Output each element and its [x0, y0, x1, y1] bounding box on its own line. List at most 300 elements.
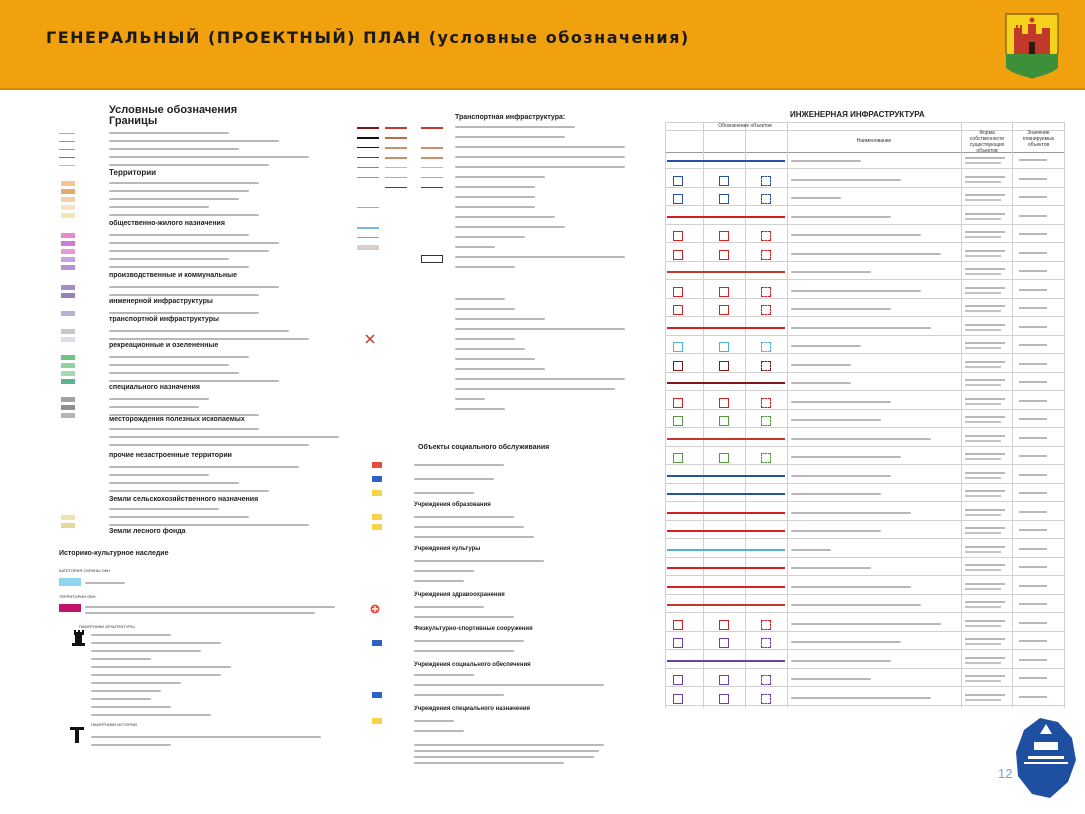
- row-ownership-placeholder: [965, 324, 1005, 326]
- row-ownership-placeholder: [965, 162, 1001, 164]
- row-significance-placeholder: [1019, 215, 1047, 217]
- legend-row: [355, 144, 635, 151]
- row-significance-placeholder: [1019, 178, 1047, 180]
- legend-line-placeholder: [414, 560, 544, 562]
- legend-row: [355, 336, 635, 343]
- table-row-divider: [665, 335, 1065, 336]
- network-line-symbol: [667, 586, 785, 588]
- network-line-symbol: [667, 530, 785, 532]
- row-name-placeholder: [791, 623, 941, 625]
- facility-symbol: [761, 416, 771, 426]
- section-agri: Земли сельскохозяйственного назначения: [109, 496, 259, 503]
- row-name-placeholder: [791, 512, 911, 514]
- row-ownership-placeholder: [965, 255, 1001, 257]
- row-name-placeholder: [791, 438, 931, 440]
- row-name-placeholder: [791, 678, 871, 680]
- table-row-divider: [665, 483, 1065, 484]
- row-name-placeholder: [791, 234, 921, 236]
- table-row-divider: [665, 279, 1065, 280]
- table-row: [665, 598, 1065, 612]
- table-row-divider: [665, 464, 1065, 465]
- facility-symbol: [761, 194, 771, 204]
- row-significance-placeholder: [1019, 511, 1047, 513]
- row-name-placeholder: [791, 604, 921, 606]
- legend-line-placeholder: [414, 526, 524, 528]
- table-row: [665, 506, 1065, 520]
- row-ownership-placeholder: [965, 532, 1001, 534]
- row-ownership-placeholder: [965, 403, 1001, 405]
- facility-symbol: [761, 638, 771, 648]
- legend-line-placeholder: [85, 582, 125, 584]
- row-ownership-placeholder: [965, 310, 1001, 312]
- row-name-placeholder: [791, 364, 851, 366]
- row-ownership-placeholder: [965, 551, 1001, 553]
- social-culture: Учреждения культуры: [414, 546, 481, 552]
- legend-row: [355, 406, 635, 413]
- legend-line-placeholder: [414, 616, 514, 618]
- legend-line-placeholder: [414, 580, 464, 582]
- table-row: [665, 617, 1065, 631]
- legend-line-placeholder: [91, 674, 221, 676]
- legend-line-placeholder: [414, 478, 494, 480]
- facility-symbol: [761, 620, 771, 630]
- legend-row: [55, 204, 355, 211]
- network-line-symbol: [667, 493, 785, 495]
- row-ownership-placeholder: [965, 292, 1001, 294]
- legend-line-placeholder: [414, 720, 454, 722]
- row-significance-placeholder: [1019, 566, 1047, 568]
- section-forest: Земли лесного фонда: [109, 528, 186, 535]
- legend-line-placeholder: [91, 706, 171, 708]
- legend-row: [355, 376, 635, 383]
- table-row-divider: [665, 668, 1065, 669]
- facility-symbol: [673, 305, 683, 315]
- table-row-divider: [665, 427, 1065, 428]
- row-significance-placeholder: [1019, 233, 1047, 235]
- engineering-table: [665, 108, 1065, 708]
- section-special: специального назначения: [109, 384, 201, 391]
- network-line-symbol: [667, 327, 785, 329]
- legend-line-placeholder: [414, 684, 604, 686]
- row-ownership-placeholder: [965, 273, 1001, 275]
- legend-row: [55, 396, 355, 403]
- row-ownership-placeholder: [965, 218, 1001, 220]
- row-ownership-placeholder: [965, 287, 1005, 289]
- row-ownership-placeholder: [965, 181, 1001, 183]
- table-row-divider: [665, 446, 1065, 447]
- row-ownership-placeholder: [965, 625, 1001, 627]
- table-row-divider: [665, 372, 1065, 373]
- legend-row: [355, 214, 635, 221]
- legend-row: [355, 396, 635, 403]
- facility-symbol: [719, 287, 729, 297]
- row-ownership-placeholder: [965, 569, 1001, 571]
- legend-swatch: [372, 514, 382, 520]
- legend-row: [55, 480, 355, 487]
- facility-symbol: [719, 231, 729, 241]
- row-significance-placeholder: [1019, 159, 1047, 161]
- section-recreation: рекреационные и озелененные: [109, 342, 219, 349]
- table-row: [665, 543, 1065, 557]
- legend-row: [355, 194, 635, 201]
- row-ownership-placeholder: [965, 583, 1005, 585]
- table-row: [665, 524, 1065, 538]
- table-row: [665, 487, 1065, 501]
- row-name-placeholder: [791, 253, 941, 255]
- legend-line-placeholder: [414, 756, 594, 758]
- legend-line-placeholder: [414, 730, 464, 732]
- facility-symbol: [673, 342, 683, 352]
- row-name-placeholder: [791, 308, 891, 310]
- row-significance-placeholder: [1019, 492, 1047, 494]
- row-name-placeholder: [791, 530, 881, 532]
- row-significance-placeholder: [1019, 455, 1047, 457]
- row-ownership-placeholder: [965, 514, 1001, 516]
- facility-symbol: [761, 675, 771, 685]
- heritage-category-label: КАТЕГОРИЯ ОХРАНЫ ОКН: [59, 568, 110, 573]
- row-name-placeholder: [791, 216, 891, 218]
- facility-symbol: [719, 638, 729, 648]
- legend-row: [355, 174, 635, 181]
- table-row: [665, 469, 1065, 483]
- row-significance-placeholder: [1019, 659, 1047, 661]
- legend-line-placeholder: [414, 464, 504, 466]
- row-ownership-placeholder: [965, 305, 1005, 307]
- row-ownership-placeholder: [965, 231, 1005, 233]
- row-name-placeholder: [791, 586, 911, 588]
- legend-row: [355, 164, 635, 171]
- legend-row: [55, 426, 355, 433]
- row-ownership-placeholder: [965, 694, 1005, 696]
- legend-line-placeholder: [414, 536, 534, 538]
- row-ownership-placeholder: [965, 458, 1001, 460]
- row-significance-placeholder: [1019, 196, 1047, 198]
- facility-symbol: [719, 250, 729, 260]
- facility-symbol: [719, 620, 729, 630]
- legend-swatch: [372, 524, 382, 530]
- row-significance-placeholder: [1019, 400, 1047, 402]
- legend-line-placeholder: [91, 736, 321, 738]
- social-welfare: Учреждения социального обеспечения: [414, 662, 531, 668]
- table-row-divider: [665, 686, 1065, 687]
- facility-symbol: [673, 416, 683, 426]
- row-ownership-placeholder: [965, 194, 1005, 196]
- page-title: ГЕНЕРАЛЬНЫЙ (ПРОЕКТНЫЙ) ПЛАН (условные обозначения): [46, 28, 690, 47]
- legend-row: [355, 346, 635, 353]
- engineering-title: ИНЖЕНЕРНАЯ ИНФРАСТРУКТУРА: [790, 110, 925, 119]
- facility-symbol: [673, 398, 683, 408]
- section-minerals: месторождения полезных ископаемых: [109, 416, 245, 423]
- row-name-placeholder: [791, 345, 861, 347]
- network-line-symbol: [667, 271, 785, 273]
- table-row: [665, 210, 1065, 224]
- legend-row: [55, 180, 355, 187]
- social-title: Объекты социального обслуживания: [418, 444, 550, 451]
- table-row-divider: [665, 575, 1065, 576]
- legend-row: [355, 134, 635, 141]
- row-name-placeholder: [791, 493, 881, 495]
- table-row-divider: [665, 538, 1065, 539]
- section-public: общественно-жилого назначения: [109, 220, 225, 227]
- table-row-divider: [665, 557, 1065, 558]
- row-ownership-placeholder: [965, 643, 1001, 645]
- table-row-divider: [665, 594, 1065, 595]
- heritage-history-label: ПАМЯТНИКИ ИСТОРИИ: [91, 722, 137, 727]
- facility-symbol: [673, 675, 683, 685]
- table-row: [665, 228, 1065, 242]
- network-line-symbol: [667, 604, 785, 606]
- row-significance-placeholder: [1019, 603, 1047, 605]
- row-ownership-placeholder: [965, 347, 1001, 349]
- row-name-placeholder: [791, 179, 901, 181]
- legend-row: [55, 354, 355, 361]
- legend-row: [355, 254, 635, 261]
- legend-line-placeholder: [414, 650, 514, 652]
- t-monument-icon: [69, 726, 85, 744]
- legend-line-placeholder: [414, 516, 514, 518]
- legend-row: [55, 514, 355, 521]
- legend-row: [355, 264, 635, 271]
- legend-swatch-crimson: [59, 604, 81, 612]
- table-row-divider: [665, 353, 1065, 354]
- network-line-symbol: [667, 549, 785, 551]
- table-row: [665, 413, 1065, 427]
- row-ownership-placeholder: [965, 379, 1005, 381]
- col-name-header: Наименование: [856, 138, 892, 144]
- table-row: [665, 339, 1065, 353]
- network-line-symbol: [667, 438, 785, 440]
- section-other: прочие незастроенные территории: [109, 452, 232, 459]
- section-transport: транспортной инфраструктуры: [109, 316, 219, 323]
- row-significance-placeholder: [1019, 381, 1047, 383]
- legend-row: [55, 154, 355, 161]
- legend-line-placeholder: [91, 744, 171, 746]
- legend-row: [55, 138, 355, 145]
- row-ownership-placeholder: [965, 588, 1001, 590]
- legend-row: [355, 326, 635, 333]
- legend-line-placeholder: [414, 762, 564, 764]
- table-row: [665, 691, 1065, 705]
- row-name-placeholder: [791, 160, 861, 162]
- legend-row: [355, 234, 635, 241]
- row-significance-placeholder: [1019, 622, 1047, 624]
- network-line-symbol: [667, 475, 785, 477]
- table-row-divider: [665, 520, 1065, 521]
- row-ownership-placeholder: [965, 366, 1001, 368]
- legend-row: [55, 404, 355, 411]
- col-ownership-header: Форма собственности существующих объектов: [969, 130, 1005, 154]
- legend-social: [358, 440, 620, 770]
- legend-line-placeholder: [91, 690, 161, 692]
- table-row-divider: [665, 205, 1065, 206]
- table-row-divider: [665, 261, 1065, 262]
- col-significance-header: Значение планируемых объектов: [1022, 130, 1055, 148]
- social-sport: Физкультурно-спортивные сооружения: [414, 626, 533, 632]
- table-row: [665, 672, 1065, 686]
- legend-row: [355, 244, 635, 251]
- row-ownership-placeholder: [965, 342, 1005, 344]
- row-ownership-placeholder: [965, 384, 1001, 386]
- table-row-divider: [665, 298, 1065, 299]
- row-significance-placeholder: [1019, 289, 1047, 291]
- social-health: Учреждения здравоохранения: [414, 592, 505, 598]
- row-significance-placeholder: [1019, 363, 1047, 365]
- row-name-placeholder: [791, 456, 901, 458]
- table-row: [665, 395, 1065, 409]
- legend-line-placeholder: [85, 606, 335, 608]
- row-ownership-placeholder: [965, 699, 1001, 701]
- table-row: [665, 265, 1065, 279]
- page-number: 12: [998, 766, 1013, 781]
- row-name-placeholder: [791, 327, 931, 329]
- facility-symbol: [761, 176, 771, 186]
- row-ownership-placeholder: [965, 435, 1005, 437]
- table-row: [665, 321, 1065, 335]
- network-line-symbol: [667, 216, 785, 218]
- legend-row: [55, 442, 355, 449]
- hospital-icon: [370, 604, 380, 614]
- row-ownership-placeholder: [965, 509, 1005, 511]
- facility-symbol: [719, 194, 729, 204]
- section-territories: Территории: [109, 168, 157, 177]
- row-ownership-placeholder: [965, 546, 1005, 548]
- facility-symbol: [673, 638, 683, 648]
- legend-row: [355, 316, 635, 323]
- row-name-placeholder: [791, 475, 891, 477]
- legend-row: [55, 196, 355, 203]
- table-row: [665, 154, 1065, 168]
- legend-swatch: [372, 476, 382, 482]
- row-ownership-placeholder: [965, 236, 1001, 238]
- legend-line-placeholder: [414, 744, 604, 746]
- row-significance-placeholder: [1019, 585, 1047, 587]
- network-line-symbol: [667, 160, 785, 162]
- legend-swatch: [372, 692, 382, 698]
- heritage-monuments-label: ПАМЯТНИКИ АРХИТЕКТУРЫ: [79, 624, 135, 629]
- table-row-divider: [665, 649, 1065, 650]
- facility-symbol: [673, 694, 683, 704]
- legend-row: [55, 248, 355, 255]
- row-ownership-placeholder: [965, 250, 1005, 252]
- row-name-placeholder: [791, 271, 871, 273]
- legend-row: [355, 356, 635, 363]
- legend-row: [55, 162, 355, 169]
- row-name-placeholder: [791, 290, 921, 292]
- legend-row: [55, 522, 355, 529]
- facility-symbol: [761, 694, 771, 704]
- legend-line-placeholder: [91, 658, 151, 660]
- table-row: [665, 302, 1065, 316]
- legend-row: [55, 506, 355, 513]
- legend-row: [55, 362, 355, 369]
- row-ownership-placeholder: [965, 416, 1005, 418]
- legend-swatch: [372, 490, 382, 496]
- legend-row: [55, 212, 355, 219]
- legend-line-placeholder: [414, 492, 474, 494]
- table-row-divider: [665, 631, 1065, 632]
- legend-row: [55, 130, 355, 137]
- legend-line-placeholder: [414, 640, 524, 642]
- social-special: Учреждения специального назначения: [414, 706, 531, 712]
- facility-symbol: [673, 287, 683, 297]
- legend-row: [55, 434, 355, 441]
- table-row-divider: [665, 501, 1065, 502]
- table-row-divider: [665, 242, 1065, 243]
- row-name-placeholder: [791, 197, 841, 199]
- table-row: [665, 635, 1065, 649]
- row-ownership-placeholder: [965, 662, 1001, 664]
- legend-line-placeholder: [85, 612, 315, 614]
- facility-symbol: [719, 694, 729, 704]
- social-education: Учреждения образования: [414, 502, 491, 508]
- table-row: [665, 358, 1065, 372]
- row-ownership-placeholder: [965, 421, 1001, 423]
- row-name-placeholder: [791, 660, 891, 662]
- table-row-divider: [665, 390, 1065, 391]
- facility-symbol: [719, 398, 729, 408]
- section-production: производственные и коммунальные: [109, 272, 237, 279]
- legend-title: Условные обозначения: [109, 104, 238, 116]
- table-row: [665, 173, 1065, 187]
- facility-symbol: [673, 194, 683, 204]
- facility-symbol: [761, 361, 771, 371]
- legend-line-placeholder: [414, 694, 504, 696]
- legend-row: [355, 154, 635, 161]
- facility-symbol: [761, 287, 771, 297]
- row-ownership-placeholder: [965, 398, 1005, 400]
- legend-line-placeholder: [91, 634, 171, 636]
- col-objects-header: Обозначение объектов: [718, 123, 772, 129]
- facility-symbol: [761, 231, 771, 241]
- legend-swatch: [372, 718, 382, 724]
- row-ownership-placeholder: [965, 176, 1005, 178]
- legend-row: [55, 232, 355, 239]
- legend-line-placeholder: [91, 642, 221, 644]
- facility-symbol: [761, 305, 771, 315]
- table-row: [665, 284, 1065, 298]
- row-name-placeholder: [791, 567, 871, 569]
- facility-symbol: [761, 398, 771, 408]
- table-row: [665, 561, 1065, 575]
- table-row: [665, 580, 1065, 594]
- section-engineering: инженерной инфраструктуры: [109, 298, 213, 305]
- row-ownership-placeholder: [965, 564, 1005, 566]
- legend-row: [355, 224, 635, 231]
- table-row-divider: [665, 705, 1065, 706]
- facility-symbol: [719, 176, 729, 186]
- network-line-symbol: [667, 382, 785, 384]
- facility-symbol: [719, 675, 729, 685]
- row-ownership-placeholder: [965, 157, 1005, 159]
- heritage-title: Историко-культурное наследие: [59, 550, 169, 557]
- legend-subtitle-boundaries: Границы: [109, 115, 158, 127]
- row-significance-placeholder: [1019, 270, 1047, 272]
- table-row: [665, 450, 1065, 464]
- chess-rook-icon: [71, 628, 87, 648]
- table-row-divider: [665, 168, 1065, 169]
- legend-row: [55, 378, 355, 385]
- transport-title: Транспортная инфраструктура:: [455, 114, 566, 121]
- facility-symbol: [673, 176, 683, 186]
- legend-row: [55, 370, 355, 377]
- table-row-divider: [665, 409, 1065, 410]
- row-ownership-placeholder: [965, 213, 1005, 215]
- facility-symbol: [719, 342, 729, 352]
- network-line-symbol: [667, 567, 785, 569]
- facility-symbol: [673, 231, 683, 241]
- row-significance-placeholder: [1019, 677, 1047, 679]
- legend-line-placeholder: [91, 666, 231, 668]
